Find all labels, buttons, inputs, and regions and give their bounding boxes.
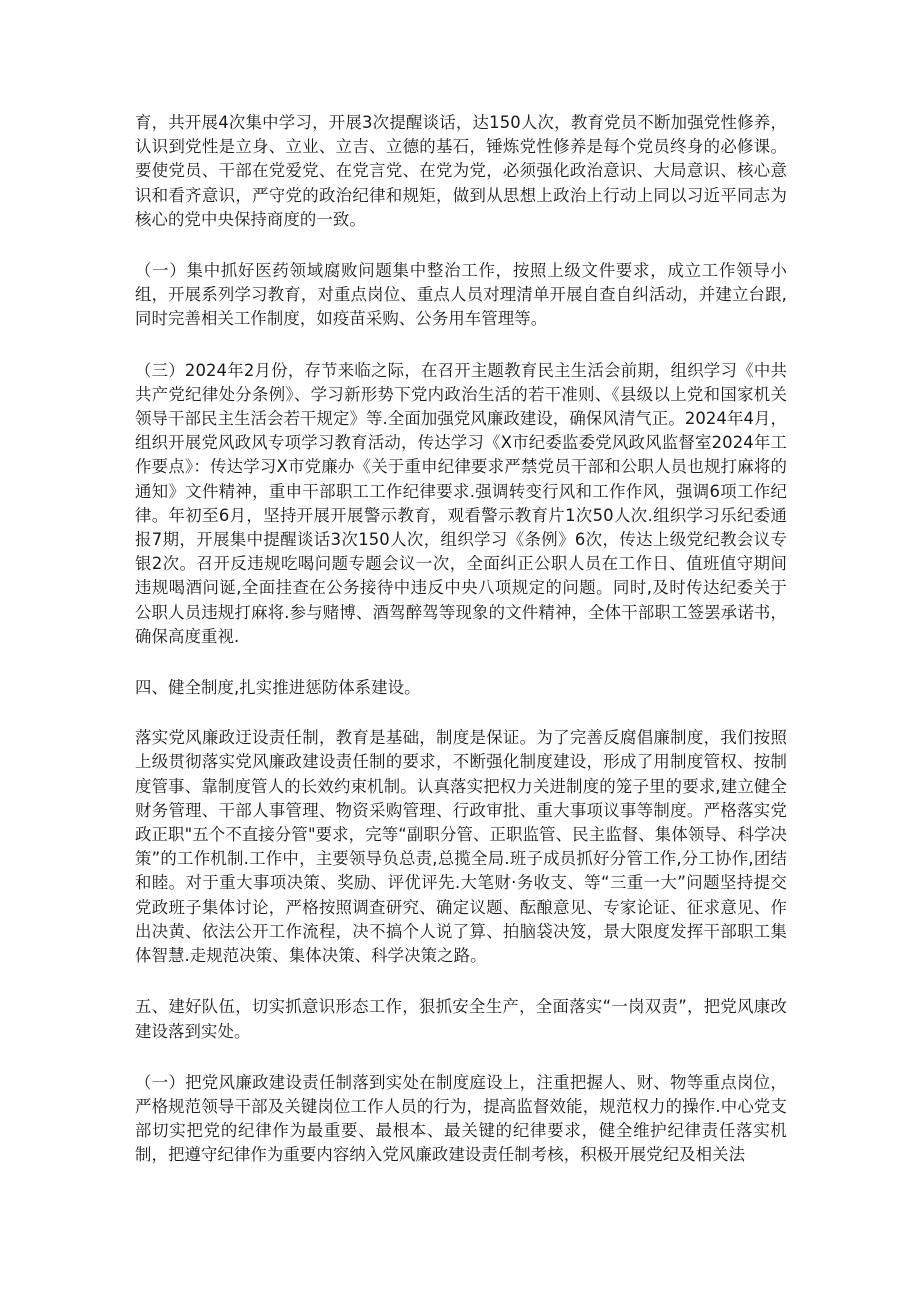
paragraph-medical-corruption-rectification: （一）集中抓好医药领域腐败问题集中整治工作，按照上级文件要求，成立工作领导小组，开展系列学习教育，对重点岗位、重点人员对理清单开展自查自纠活动，并建立台跟,同时完善相关工作制度，如疫苗采购、公务用车管理等。 bbox=[135, 261, 787, 329]
section-heading-four: 四、健全制度,扎实推进惩防体系建设。 bbox=[135, 678, 421, 698]
paragraph-discipline-study-2024: （三）2024年2月份，存节来临之际，在召开主题教育民主生活会前期，组织学习《中共共产党纪律处分条例》、学习新形势下党内政治生活的若干准则、《县级以上党和国家机关领导干部民主生活会若干规定》等.全面加强党风廉政建设，确保风清气正。2024年4月，组织开展党风政风专项学习教育活动，传达学习《X市纪委监委党风政风监督室2024年工作要点》：传达学习X市党廉办《关于重申纪律要求严禁党员干部和公职人员也规打麻将的通知》文件精神，重申干部职工工作纪律要求.强调转变行风和工作作风，强调6项工作纪律。年初至6月，坚持开展开展警示教育，观看警示教育片1次50人次.组织学习乐纪委通报7期，开展集中提醒谈话3次150人次，组织学习《条例》6次，传达上级党纪教会议专银2次。召开反违规吃喝问题专题会议一次，全面纠正公职人员在工作日、值班值守期间违规喝酒问诞,全面挂查在公务接待中违反中央八项规定的问题。同时,及时传达纪委关于公职人员违规打麻将.参与赌博、酒驾醉驾等现象的文件精神，全体干部职工签罢承诺书，确保高度重视. bbox=[135, 360, 787, 646]
document-body bbox=[135, 111, 787, 1195]
paragraph-system-building: 落实党风廉政迂设责任制，教育是基础，制度是保证。为了完善反腐倡廉制度，我们按照上级贯彻落实党风廉政建设责任制的要求，不断强化制度建设，形成了用制度管权、按制度管事、靠制度管人的长效约束机制。认真落实把权力关进制度的笼子里的要求,建立健全财务管理、干部人事管理、物资采购管理、行政审批、重大事项议事等制度。严格落实党政正职"五个不直接分管"要求，完等“副职分管、正职监管、民主监督、集体领导、科学决策”的工作机制.工作中，主要领导负总责,总揽全局.班子成员抓好分管工作,分工协作,团结和睦。对于重大事项决策、奖励、评优评先.大笔财·务收支、等“三重一大”问题坚持提交党政班子集体讨论，严格按照调查研究、确定议题、酝酿意见、专家论证、征求意见、作出决黄、依法公开工作流程，决不搞个人说了算、拍脑袋决笈，景大限度发挥干部职工集体智慧.走规范决策、集体决策、科学决策之路。 bbox=[135, 728, 787, 966]
section-heading-five: 五、建好队伍，切实抓意识形态工作，狠抓安全生产，全面落实“一岗双责”，把党风康改建设落到实处。 bbox=[135, 997, 787, 1041]
paragraph-responsibility-system: （一）把党风廉政建设责任制落到实处在制度庭设上，注重把握人、财、物等重点岗位，严格规范领导干部及关键岗位工作人员的行为，提高监督效能，规范权力的操作.中心党支部切实把党的纪律作为最重要、最根本、最关键的纪律要求，健全维护纪律责任落实机制，把遵守纪律作为重要内容纳入党风廉政建设责任制考核，积极开展党纪及相关法 bbox=[135, 1072, 787, 1165]
paragraph-party-education: 育，共开展4次集中学习，开展3次提醒谈话，达150人次，教育党员不断加强党性修养，认识到党性是立身、立业、立吉、立德的基石，锤炼党性修养是每个党员终身的必修课。要使党员、干部在党爱党、在党言党、在党为党，必须强化政治意识、大局意识、核心意识和看齐意识，严守党的政治纪律和规矩，做到从思想上政治上行动上同以习近平同志为核心的党中央保持商度的一致。 bbox=[135, 113, 787, 229]
